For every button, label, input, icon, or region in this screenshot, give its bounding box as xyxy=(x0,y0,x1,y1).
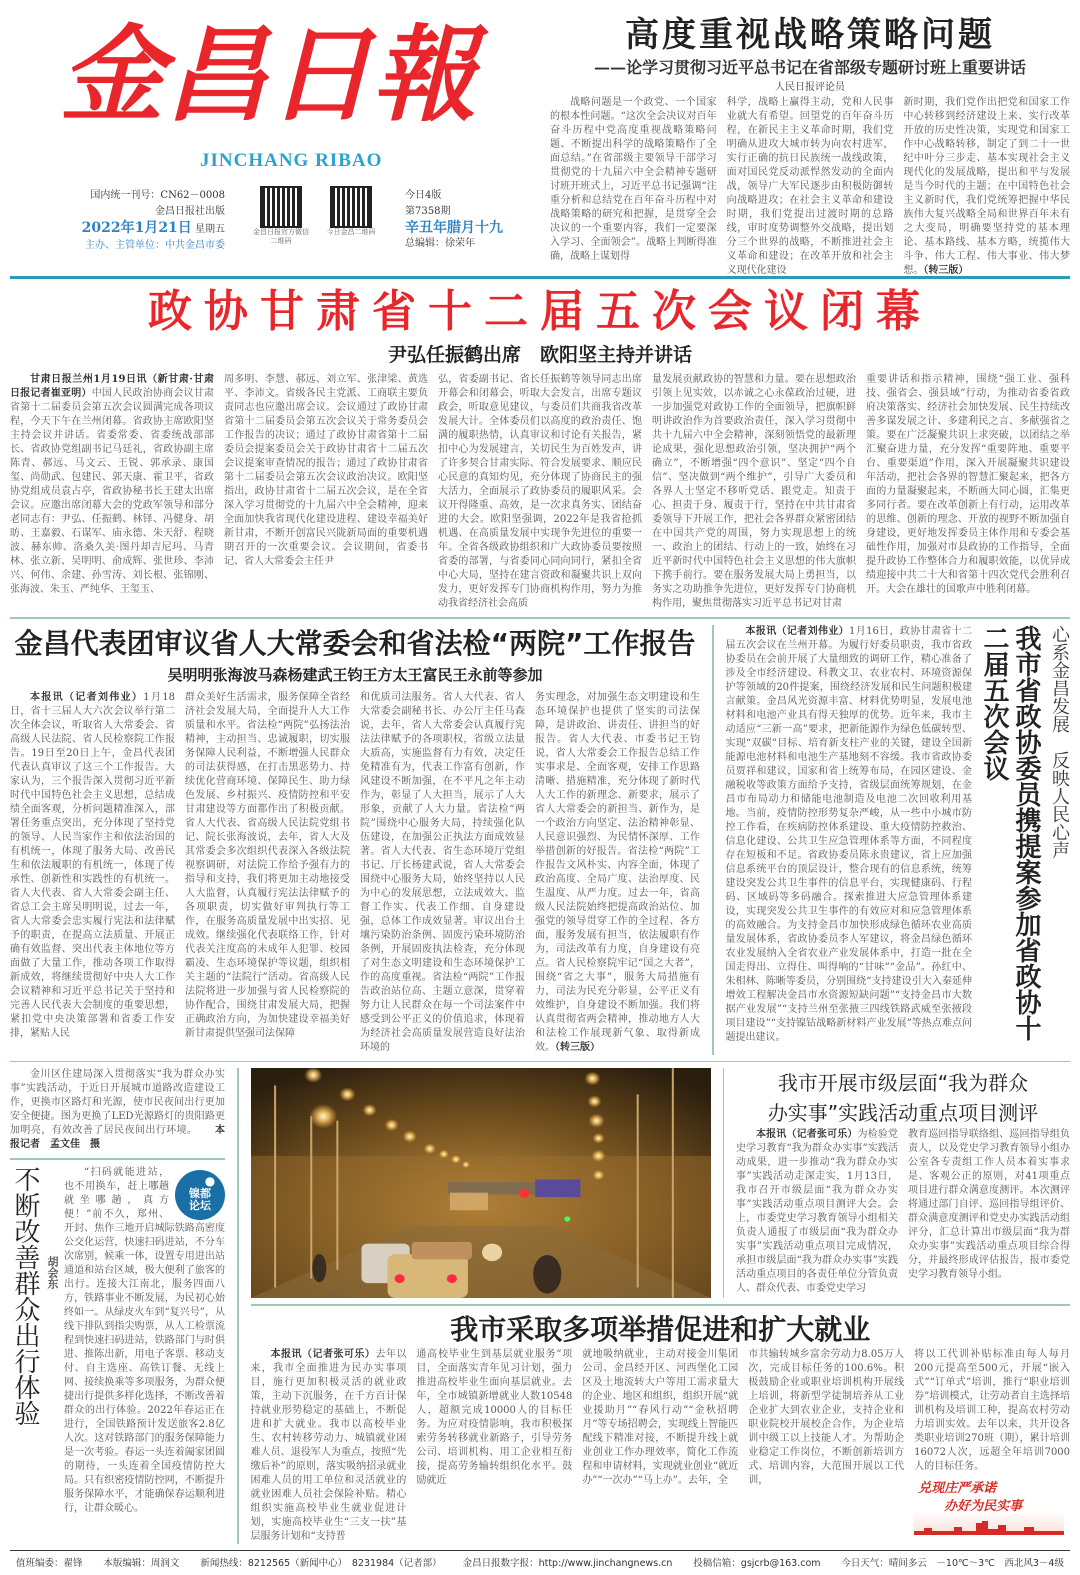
forum-article xyxy=(64,1166,225,1516)
cppcc-article xyxy=(10,373,1070,611)
qr-official[interactable] xyxy=(250,186,312,246)
jump-link[interactable]: （转三版） xyxy=(555,1041,600,1053)
proposal-headline: 我市省政协委员携提案参加省政协十二届五次会议 xyxy=(979,624,1041,1041)
npc-article xyxy=(10,691,700,1055)
qr-caption: 金昌日报官方微信二维码 xyxy=(253,228,309,245)
caption-text: 金川区住建局深入贯彻落实“我为群众办实事”实践活动，于近日开展城市道路改造建设工作，更换市区路灯和光源，使市民夜间出行更加安全便捷。图为更换了LED光源路灯的贵阳路更加明亮，有效改善了居民夜间出行环境。 xyxy=(10,1069,225,1136)
article-column xyxy=(251,1348,407,1544)
masthead-info-right xyxy=(405,188,503,252)
article-text: 为检验党史学习教育“我为群众办实事”实践活动成果，进一步推动“我为群众办实事”实践活动走深走实，1月13日，我市召开市级层面“我为群众办实事”实践活动重点项目测评大会。会上，市委党史学习教育领导小组相关负责人通报了市级层面“我为群众办实事”实践活动重点项目完成情况，承担市级层面“我为群众办实事”实践活动重点项目的各责任单位分管负责人、群众代表、市委党史学习 xyxy=(736,1129,899,1294)
article-column: 教育巡回指导联络组、巡回指导组负责人，以及党史学习教育领导小组办公室各专责组工作人员本着实事求是、客观公正的原则，对41项重点项目进行群众满意度测评。本次测评将通过部门自评、巡回指导组评价、群众满意度测评和党史办实践活动组评分，汇总计算出市级层面“我为群众办实事”实践活动重点项目综合得分，并最终形成评估报告，报市委党史学习教育领导小组。 xyxy=(908,1129,1070,1280)
dateline: 本报讯（记者张可乐） xyxy=(756,1129,858,1140)
forum-column xyxy=(10,1166,225,1516)
news-hotline: 新闻热线：8212565（新闻中心） 8231984（记者部） xyxy=(200,1558,442,1569)
divider xyxy=(712,625,714,1055)
dateline: 本报讯（记者刘伟业） xyxy=(745,625,850,637)
article-column xyxy=(726,625,973,1055)
lead-article xyxy=(550,96,1070,278)
divider xyxy=(10,1061,1070,1063)
divider xyxy=(723,1068,725,1298)
article-column xyxy=(736,1128,898,1296)
article-column: 通高校毕业生到基层就业服务”项目，全面落实青年见习计划，强力推进高校毕业生面向基层就业。去年，全市城镇新增就业人数10548人，超额完成10000人的目标任务。为应对疫情影响，我市积极探索劳务转移就业新路子，引导劳务公司、培训机构、用工企业相互衔接，提高劳务输转组织化水平。鼓励就近 xyxy=(416,1348,573,1486)
article-column: 战略问题是一个政党、一个国家的根本性问题。“这次全会决议对百年奋斗历程中党高度重视战略策略问题、不断提出科学的战略策略作了全面总结。”在省部级主要领导干部学习贯彻党的十九届六中全会精神专题研讨班开班式上，习近平总书记强调“注重分析和总结党在百年奋斗历程中对战略策略的研究和把握，是贯穿全会决议的一个重要内容，我们一定要深入学习、全面领会”。战略上判断得准确，战略上谋划得 xyxy=(550,97,717,262)
article-column: 和优质司法服务。省人大代表、省人大常委会副秘书长、办公厅主任马森说，去年，省人大常委会认真履行宪法法律赋予的各项职权，省级立法量大质高，实施监督有力有效，决定任免精准有为，代表工作富有创新，作风建设不断加强，在不平凡之年主动作为，彰显了人大担当，展示了人大形象，贡献了人大力量。省法检“两院”围绕中心服务大局，持续强化队伍建设，在加强公正执法方面成效显著。省人大代表、省生态环境厅党组书记、厅长杨建武说，省人大常委会围绕中心服务大局，始终坚持以人民为中心的发展思想，立法成效大、监督工作实、代表工作细、自身建设强，总体工作成效显著。审议出台土壤污染防治条例、固废污染环境防治条例，开展固废执法检查，充分体现了对生态文明建设和生态环境保护工作的高度重视。省法检“两院”工作报告政治站位高、主题立意深，贯穿着努力让人民群众在每一个司法案件中感受到公平正义的价值追求，体现着为经济社会高质量发展营造良好法治环境的 xyxy=(360,691,525,1053)
lead-headline: 高度重视战略策略问题 xyxy=(625,15,995,55)
article-column: 就地吸纳就业，主动对接金川集团公司、金昌经开区、河西堡化工园区及土地流转大户等用工需求量大的企业、地区和组织，组织开展“就业援助月”“春风行动”“金秋招聘月”等专场招聘会，实现线上智能匹配线下精准对接，不断提升线上就业创业工作办理效率，简化工作流程和申请材料，实现就业创业“就近办”“一次办”“马上办”。去年，全 xyxy=(582,1348,739,1486)
submission-email[interactable]: 投稿信箱：gsjcrb@163.com xyxy=(693,1558,821,1569)
article-text: 中国人民政治协商会议甘肃省第十二届委员会第五次会议圆满完成各项议程，今天下午在兰州闭幕。省政协主席欧阳坚主持会议并讲话。省委常委、省委统战部部长、省政协党组副书记马廷礼，省政协副主席陈青、郝远、马文云、王锐、郭承录、康国玺、尚勋武、包建民、郭天康、霍卫平，省政协党组成员袁占亭，省政协秘书长王建太出席会议。应邀出席闭幕大会的党政军领导和部分老同志有：尹弘、任振鹤、林铎、冯健身、胡昉、王嘉毅、石谋军、庙永德、朱天舒、程晓波、赫东帅、洛桑久美·图丹却吉尼玛、马青林、张立新、吴明明、俞成辉、张世珍、李沛兴、何伟、余建、孙雪涛、刘长根、张锦刚、张海波、朱玉、严纯华、王玺玉、 xyxy=(10,388,215,595)
divider xyxy=(10,1158,225,1160)
npc-headline: 金昌代表团审议省人大常委会和省法检“两院”工作报告 xyxy=(14,626,696,660)
lunar-date: 辛丑年腊月十九 xyxy=(405,220,503,236)
article-text: “扫码就能进站，也不用换车，赶上哪趟就坐哪趟，真方便！”前不久，郑州、开封、焦作三地开启城际铁路高密度公交化运营，快速扫码进站，不分车次席别，候乘一体，设置专用进出站通道和站台区域，极大便利了旅客的出行。连接大江南北，服务四面八方，铁路事业不断发展，为民初心始终如一。从绿皮火车到“复兴号”，从线下排队到指尖购票，从人工检票流程到快速扫码进站，铁路部门与时俱进、推陈出新，用电子客票、移动支付、自主选座、高铁订餐、无线上网、接续换乘等多项服务，为群众便捷出行提供多样化选择，不断改善着群众的出行体验。2022年春运正在进行，全国铁路预计发送旅客2.8亿人次。这对铁路部门的服务保障能力是一次考验。春运一头连着阖家团圆的期待，一头连着全国疫情防控大局。只有织密疫情防控网，不断提升服务保障水平，才能确保春运顺利进行，让群众暖心。 xyxy=(64,1166,225,1514)
news-photo-street-lights xyxy=(251,1068,711,1298)
lead-commentary xyxy=(550,0,1071,276)
photo-caption xyxy=(10,1068,225,1152)
article-column xyxy=(10,691,175,1055)
middle-section xyxy=(10,625,1070,1055)
weather: 今日天气：晴间多云 －10℃～3℃ 西北风3－4级 xyxy=(841,1558,1064,1569)
article-text: 将以工代训补贴标准由每人每月200元提高至500元，开展“嵌入式”“订单式”培训，推行“职业培训券”培训模式，让劳动者自主选择培训机构及培训工种，提高农村劳动力培训实效。去年以来，共开设各类职业培训270班（期），累计培训16072人次，远超全年培训7000人的目标任务。 xyxy=(914,1348,1071,1472)
logo-char: 昌 xyxy=(164,13,269,136)
logo-char: 報 xyxy=(372,13,477,136)
article-text: 去年以来，我市全面推进为民办实事项目，施行更加积极灵活的就业政策，主动下沉服务，在千方百计保持就业形势稳定的基础上，不断促进和扩大就业。我市以高校毕业生、农村转移劳动力、城镇就业困难人员、退役军人为重点，按照“先缴后补”的原则，落实吸纳招录就业困难人员的用工单位和灵活就业的就业困难人员社会保险补贴。精心组织实施高校毕业生就业促进计划，实施高校毕业生“三支一扶”基层服务计划和“支持普 xyxy=(250,1348,407,1542)
host-unit: 主办、主管单位：中共金昌市委 xyxy=(85,240,225,251)
right-area xyxy=(251,1068,1071,1544)
digital-edition-link[interactable]: 金昌日报数字报：http://www.jinchangnews.cn xyxy=(462,1558,673,1569)
logo-english: JINCHANG RIBAO xyxy=(200,150,383,171)
evaluation-headline xyxy=(736,1068,1070,1128)
article-column: 周多明、李慧、郝远、刘立军、张津梁、黄选平、李沛文。省级各民主党派、工商联主要负责同志也应邀出席会议。会议通过了政协甘肃省第十二届委员会第五次会议关于常务委员会工作报告的决议；通过了政协甘肃省第十二届委员会提案委员会关于政协甘肃省十二届五次会议提案审查情况的报告；通过了政协甘肃省第十二届委员会第五次会议政治决议。欧阳坚指出，政协甘肃省十二届五次会议，是在全省深入学习贯彻党的十九届六中全会精神，迎来全面加快我省现代化建设进程、建设幸福美好新甘肃，不断开创富民兴陇新局面的重要机遇期召开的一次重要会议。会议期间，省委书记、省人大常委会主任尹 xyxy=(224,374,428,567)
issue-number: 第7358期 xyxy=(405,206,451,217)
employment-headline: 我市采取多项举措促进和扩大就业 xyxy=(450,1312,871,1346)
evaluation-story xyxy=(736,1068,1070,1298)
divider xyxy=(237,1068,239,1544)
banner-line: 办好为民实事 xyxy=(944,1498,1023,1514)
article-text: 新时期，我们党作出把党和国家工作中心转移到经济建设上来、实行改革开放的历史性决策，实现党和国家工作中心战略转移，制定了到二十一世纪中叶分三步走、基本实现社会主义现代化的发展战略，提出和平与发展是当今时代的主题；在中国特色社会主义新时代，我们党统筹把握中华民族伟大复兴战略全局和世界百年未有之大变局，明确要坚持党的基本理论、基本路线、基本方略，统揽伟大斗争、伟大工程、伟大事业、伟大梦想。 xyxy=(903,97,1071,276)
page-count: 今日4版 xyxy=(405,190,442,201)
masthead-info-left xyxy=(60,188,225,254)
article-column: 群众美好生活需求，服务保障全省经济社会发展大局，全面提升人大工作质量和水平。省法检“两院”弘扬法治精神，主动担当、忠诚履职，切实服务保障人民利益，不断增强人民群众的司法获得感，在打击黑恶势力、持续优化营商环境、保障民生、助力绿色发展、乡村振兴、疫情防控和平安甘肃建设等方面都作出了积极贡献。省人大代表、省高级人民法院党组书记、院长张海波说，去年，省人大及其常委会多次组织代表深入各级法院视察调研，对法院工作给予强有力的指导和支持，我们将更加主动地接受人大监督，认真履行宪法法律赋予的各项职责，切实做好审判执行等工作，在服务高质量发展中出实招、见成效。继续强化代表联络工作，针对代表关注度高的未成年人犯罪、校园霸凌、生态环境保护等议题，组织相关主题的“法院行”活动。省高级人民法院将进一步加强与省人民检察院的协作配合，围绕甘肃发展大局，把握正确政治方向，为加快建设幸福美好新甘肃提供坚强司法保障 xyxy=(185,691,350,1039)
publisher: 金昌日报社出版 xyxy=(155,206,225,217)
footer xyxy=(10,1551,1070,1569)
evaluation-article xyxy=(736,1128,1070,1296)
article-text: 1月18日，省十三届人大六次会议举行第二次全体会议，听取省人大常委会、省高级人民法院、省人民检察院工作报告。19日至20日上午，金昌代表团代表认真审议了这三个工作报告。大家认为，三个报告深入贯彻习近平新时代中国特色社会主义思想，总结成绩全面客观，分析问题精准深入，部署任务重点突出，充分体现了坚持党的领导、人民当家作主和依法治国的有机统一，体现了服务大局、改善民生和依法履职的有机统一，体现了传承性、创新性和实践性的有机统一。省人大代表、省人大常委会副主任、省总工会主席吴明明说，过去一年，省人大常委会忠实履行宪法和法律赋予的职责，在提高立法质量、开展正确有效监督、突出代表主体地位等方面做了大量工作，推动各项工作取得新成效，将继续贯彻好中央人大工作会议精神和习近平总书记关于坚持和完善人民代表大会制度的重要思想，紧扣党中央决策部署和省委工作安排，紧贴人民 xyxy=(10,691,176,1039)
main-subhead: 尹弘任振鹤出席 欧阳坚主持并讲话 xyxy=(387,344,692,366)
qr-codes xyxy=(250,186,382,246)
article-column xyxy=(10,373,214,611)
forum-headline: 不断改善群众出行体验 xyxy=(10,1165,40,1426)
npc-story xyxy=(10,625,700,1055)
left-column xyxy=(10,1068,225,1544)
qr-caption: 今日金昌二维码 xyxy=(326,228,376,236)
article-column: 重要讲话和指示精神，围绕“强工业、强科技、强省会、强县域”行动，为推动省委省政府决策落实、经济社会加快发展、民生持续改善多谋发展之计、多建利民之言、多献强省之策。要在广泛凝聚共识上求突破，以团结之举汇聚奋进力量，充分发挥“重要阵地、重要平台、重要渠道”作用，深入开展凝聚共识建设年活动，把社会各界的智慧汇聚起来，把各方面的力量凝聚起来，不断画大同心圆，汇集更多同行者。要在改革创新上有行动，运用改革的思维、创新的理念、开放的视野不断加强自身建设，更好地发挥委员主体作用和专委会基础性作用，加强对市县政协的工作指导，全面提升政协工作整体合力和履职效能，以优异成绩迎接中共二十大和省第十四次党代会胜利召开。大会在雄壮的国歌声中胜利闭幕。 xyxy=(866,374,1070,595)
weekday: 星期五 xyxy=(195,224,225,235)
forum-author: 胡会东 xyxy=(46,1255,59,1289)
masthead xyxy=(10,0,550,272)
qr-code-icon xyxy=(260,186,302,228)
npc-subhead: 吴明明张海波马森杨建武王钧王方太王富民王永前等参加 xyxy=(167,665,543,684)
editor-in-chief: 总编辑：徐荣年 xyxy=(405,238,475,249)
newspaper-logo xyxy=(60,0,477,150)
main-headline: 政协甘肃省十二届五次会议闭幕 xyxy=(148,286,932,337)
logo-char: 日 xyxy=(268,13,373,136)
lead-subhead: ——论学习贯彻习近平总书记在省部级专题研讨班上重要讲话 xyxy=(593,58,1026,77)
article-column xyxy=(914,1348,1070,1544)
divider xyxy=(10,617,1070,619)
article-column xyxy=(535,691,700,1055)
top-section xyxy=(10,0,1071,276)
promo-banner xyxy=(914,1480,1064,1535)
lead-byline: 人民日报评论员 xyxy=(775,82,845,93)
skyline-icon xyxy=(914,1521,1064,1535)
duty-editor: 值班编委：翟锋 xyxy=(16,1558,83,1569)
street-night-photo xyxy=(251,1068,711,1298)
article-column: 市共输转城乡富余劳动力8.05万人次，完成目标任务的100.6%。积极鼓励企业或职业培训机构开展线上培训，将新型学徒制培养从工业企业扩大到农业企业，支持企业和职业院校开展校企合作，为企业培训中级工以上技能人才。为帮助企业稳定工作岗位，不断创新培训方式、培训内容，大范围开展以工代训， xyxy=(748,1348,905,1486)
article-column: 科学，战略上赢得主动，党和人民事业就大有希望。回望党的百年奋斗历程，在新民主主义革命时期，我们党明确从进攻大城市转为向农村进军，实行正确的抗日民族统一战线政策，面对国民党反动派悍然发动的全面内战，领导广大军民逐步由积极防御转向战略进攻；在社会主义革命和建设时期，我们党提出过渡时期的总路线，审时度势调整外交战略，提出划分三个世界的战略，不断推进社会主义革命和建设；在改革开放和社会主义现代化建设 xyxy=(726,97,894,276)
forum-badge: ● 镍都 论坛 xyxy=(175,1170,225,1220)
photo-credit: 本报记者 孟文佳 摄 xyxy=(10,1125,225,1150)
employment-article xyxy=(251,1348,1071,1544)
headline-line: 办实事”实践活动重点项目测评 xyxy=(767,1101,1039,1125)
issue-date: 2022年1月21日 xyxy=(81,220,192,236)
banner-line: 兑现庄严承诺 xyxy=(918,1480,997,1496)
article-column: 量发展贡献政协的智慧和力量。要在思想政治引领上见实效，以赤诚之心永葆政治过硬，进一步加强党对政协工作的全面领导，把旗帜鲜明讲政治作为首要政治责任，深入学习贯彻中共十九届六中全会精神，深刻领悟党的最新理论成果，强化思想政治引领，坚决拥护“两个确立”，不断增强“四个意识”、坚定“四个自信”、坚决做到“两个维护”，引导广大委员和各界人士坚定不移听党话、跟党走。知责于心、担责于身、履责于行，坚持在中共甘肃省委领导下开展工作，把社会各界群众紧密团结在中国共产党的周围，努力实现思想上的统一、政治上的团结、行动上的一致，始终在习近平新时代中国特色社会主义思想的伟大旗帜下携手前行。要在服务发展大局上勇担当，以务实之功助推争先进位，更好发挥专门协商机构作用，聚焦贯彻落实习近平总书记对甘肃 xyxy=(652,374,856,609)
article-column: 弘，省委副书记、省长任振鹤等领导同志出席开幕会和闭幕会，听取大会发言，出席专题议政会，听取意见建议，与委员们共商我省改革发展大计。全体委员们以高度的政治责任、饱满的履职热情，认真审议和讨论有关报告，紧扣中心为发展建言，关切民生为百姓发声，讲了许多契合甘肃实际、符合发展要求、顺应民心民意的真知灼见，充分体现了协商民主的强大活力，全面展示了政协委员的履职风采。会议开得隆重、高效，是一次求真务实、团结奋进的大会。欧阳坚强调，2022年是我省抢抓机遇、在高质量发展中实现争先进位的重要一年。全省各级政协组织和广大政协委员要按照省委的部署，与省委同心同向同行，紧扣全省中心大局，坚持在建言资政和凝聚共识上双向发力，更好发挥专门协商机构作用，努力为推动我省经济社会高质 xyxy=(438,374,642,609)
issn: 国内统一刊号：CN62－0008 xyxy=(90,190,225,201)
person-icon: ● xyxy=(204,1173,216,1188)
dateline: 本报讯（记者张可乐） xyxy=(270,1348,376,1360)
dateline: 本报讯（记者刘伟业） xyxy=(30,691,144,703)
page-editor: 本版编辑：周润文 xyxy=(103,1558,180,1569)
proposal-story xyxy=(726,625,1071,1055)
bottom-section xyxy=(10,1068,1070,1544)
proposal-kicker: 心系金昌发展 反映人民心声 xyxy=(1049,624,1070,859)
qr-code-icon xyxy=(330,186,372,228)
jump-link[interactable]: （转三版） xyxy=(923,265,969,276)
article-column: 务实理念，对加强生态文明建设和生态环境保护也提供了坚实的司法保障，是讲政治、讲责任、讲担当的好报告。省人大代表、市委书记王钧说，省人大常委会工作报告总结工作实事求是、全面客观，安排工作思路清晰、措施精准，充分体现了新时代人大工作的新理念、新要求，展示了省人大常委会的新担当、新作为，是一个政治方向坚定、法治精神彰显、人民意识强烈、为民情怀深厚、工作举措创新的好报告。省法检“两院”工作报告文风朴实、内容全面，体现了政治高度、全局广度、法治厚度、民生温度、从严力度。过去一年，省高级人民法院始终把提高政治站位、加强党的领导贯穿工作的全过程、各方面，服务发展有担当，依法履职有作为，司法改革有力度，自身建设有亮点。省人民检察院牢记“国之大者”，围绕“省之大事”，服务大局措施有力，司法为民充分彰显，公平正义有效维护，自身建设不断加强。我们将认真贯彻省两会精神，推动地方人大和法检工作展现新气象、取得新成效。 xyxy=(535,691,700,1053)
article-column xyxy=(903,96,1070,278)
article-text: 1月16日，政协甘肃省十二届五次会议在兰州开幕。为履行好委员职责，我市省政协委员在会前开展了大量细致的调研工作，精心准备了涉及全市经济建设、科教文卫、农业农村、环境资源保护等领域的20件提案，围绕经济发展和民生问题积极建言献策。金昌风光资源丰富、材料优势明显，发展电池材料和电池产业具有得天独厚的优势。近年来，我市主动适应“三新一高”要求，把新能源作为绿色低碳转型、实现“双碳”目标、培育新支柱产业的关键，建设全国新能源电池材料和电池生产基地刻不容缓。我市省政协委员贾祥和建议，国家和省上统筹布局，在园区建设、金融税收等政策方面给予支持，省级层面统筹规划，在金昌市布局动力和储能电池制造及电池二次回收利用基地。当前，疫情防控形势复杂严峻，从一些中小城市防控工作看，在疾病防控体系建设、重大疫情防控救治、信息化建设、公共卫生应急管理体系等方面，不同程度存在短板和不足。省政协委员陈永贵建议，省上应加强信息系统平台的顶层设计，整合现有的信息系统，统筹建设突发公共卫生事件的信息平台，实现健康码、行程码、区域码等多码融合。探索推进大应急管理体系建设，实现突发公共卫生事件的有效应对和应急管理体系的高效融合。为支持金昌市加快形成绿色循环农业高质量发展体系，省政协委员李人军建议，将金昌绿色循环农业发展纳入全省农业产业发展体系中，打造一批在全国走得出、立得住、叫得响的“甘味”“金品”。孙红中、朱相林、陈晰等委员，分别围绕“支持建设引大入秦延伸增效工程解决金昌市水资源短缺问题”“支持金昌市大数据产业发展”“支持兰州至张掖三四线铁路武威至张掖段项目建设”“支持镍钴战略新材料产业发展”等热点难点问题提出建议。 xyxy=(725,625,972,1043)
dateline: 甘肃日报兰州1月19日讯（新甘肃·甘肃日报记者崔亚明） xyxy=(10,374,214,399)
qr-today[interactable] xyxy=(320,186,382,246)
headline-line: 我市开展市级层面“我为群众 xyxy=(777,1071,1029,1095)
logo-char: 金 xyxy=(60,13,165,136)
divider xyxy=(251,1304,1071,1306)
